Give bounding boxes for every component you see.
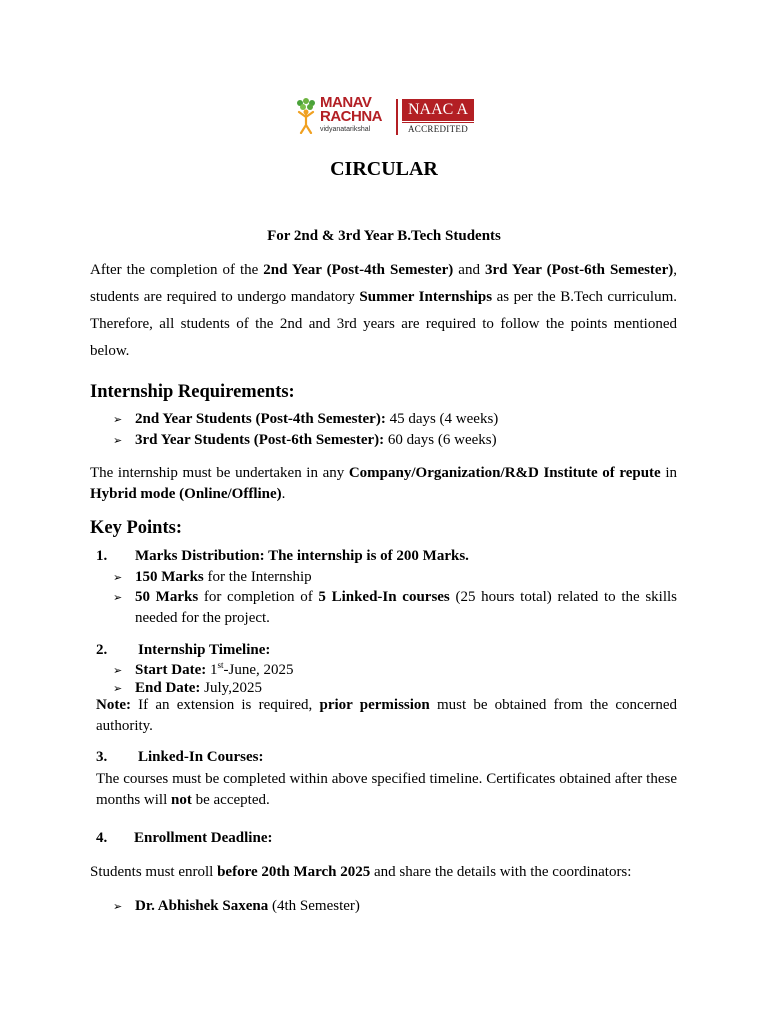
brand-name-line2: RACHNA — [320, 108, 382, 125]
brand-name-line1: MANAV — [320, 94, 372, 111]
coordinator-item: ➢ Dr. Abhishek Saxena (4th Semester) — [113, 896, 360, 917]
arrow-bullet-icon: ➢ — [113, 413, 123, 426]
page-title: CIRCULAR — [330, 158, 438, 180]
point-number: 2. — [96, 642, 108, 658]
brand-tagline: vidyanatarikshal — [320, 126, 371, 133]
enrollment-paragraph: Students must enroll before 20th March 2025 and share the details with the coordinators: — [90, 864, 632, 880]
point-number: 4. — [96, 830, 108, 846]
arrow-bullet-icon: ➢ — [113, 591, 123, 604]
list-item: ➢ 2nd Year Students (Post-4th Semester): 45 days (4 weeks) — [113, 409, 498, 430]
page-subtitle: For 2nd & 3rd Year B.Tech Students — [267, 228, 501, 244]
tree-person-icon — [294, 98, 318, 134]
point-title: Enrollment Deadline: — [134, 830, 273, 846]
list-item: ➢ Start Date: 1st-June, 2025 — [113, 660, 294, 681]
point-title: Linked-In Courses: — [138, 749, 264, 765]
list-item: ➢ End Date: July,2025 — [113, 678, 262, 699]
naac-badge: NAAC A — [402, 99, 474, 121]
internship-mode-paragraph: The internship must be undertaken in any Company/Organization/R&D Institute of repute in Hybrid mode (Online/Offline). — [90, 465, 677, 502]
list-item: ➢ 50 Marks for completion of 5 Linked-In courses (25 hours total) related to the skills needed for the project. — [113, 589, 677, 626]
requirements-heading: Internship Requirements: — [90, 382, 295, 402]
header-logo — [292, 96, 476, 138]
note-paragraph: Note: If an extension is required, prior permission must be obtained from the concerned authority. — [96, 697, 678, 734]
list-item: ➢ 3rd Year Students (Post-6th Semester): 60 days (6 weeks) — [113, 430, 497, 451]
point-title: Marks Distribution: The internship is of 200 Marks. — [135, 548, 469, 564]
arrow-bullet-icon: ➢ — [113, 434, 123, 447]
point-number: 1. — [96, 548, 108, 564]
arrow-bullet-icon: ➢ — [113, 571, 123, 584]
point-number: 3. — [96, 749, 108, 765]
intro-paragraph: After the completion of the 2nd Year (Post-4th Semester) and 3rd Year (Post-6th Semester), students are required to undergo mandatory Summer Internships as per the B.Tech curriculum. Therefore, all students of the 2nd and 3rd years are required to follow the points mentioned below. — [90, 262, 677, 359]
courses-paragraph: The courses must be completed within above specified timeline. Certificates obtained after these months will not be accepted. — [96, 771, 677, 808]
accredited-label: ACCREDITED — [402, 122, 474, 135]
logo-divider — [396, 99, 398, 135]
arrow-bullet-icon: ➢ — [113, 664, 123, 677]
point-title: Internship Timeline: — [138, 642, 271, 658]
list-item: ➢ 150 Marks for the Internship — [113, 567, 312, 588]
key-points-heading: Key Points: — [90, 518, 182, 538]
arrow-bullet-icon: ➢ — [113, 900, 123, 913]
manav-rachna-logo — [292, 96, 396, 138]
arrow-bullet-icon: ➢ — [113, 682, 123, 695]
